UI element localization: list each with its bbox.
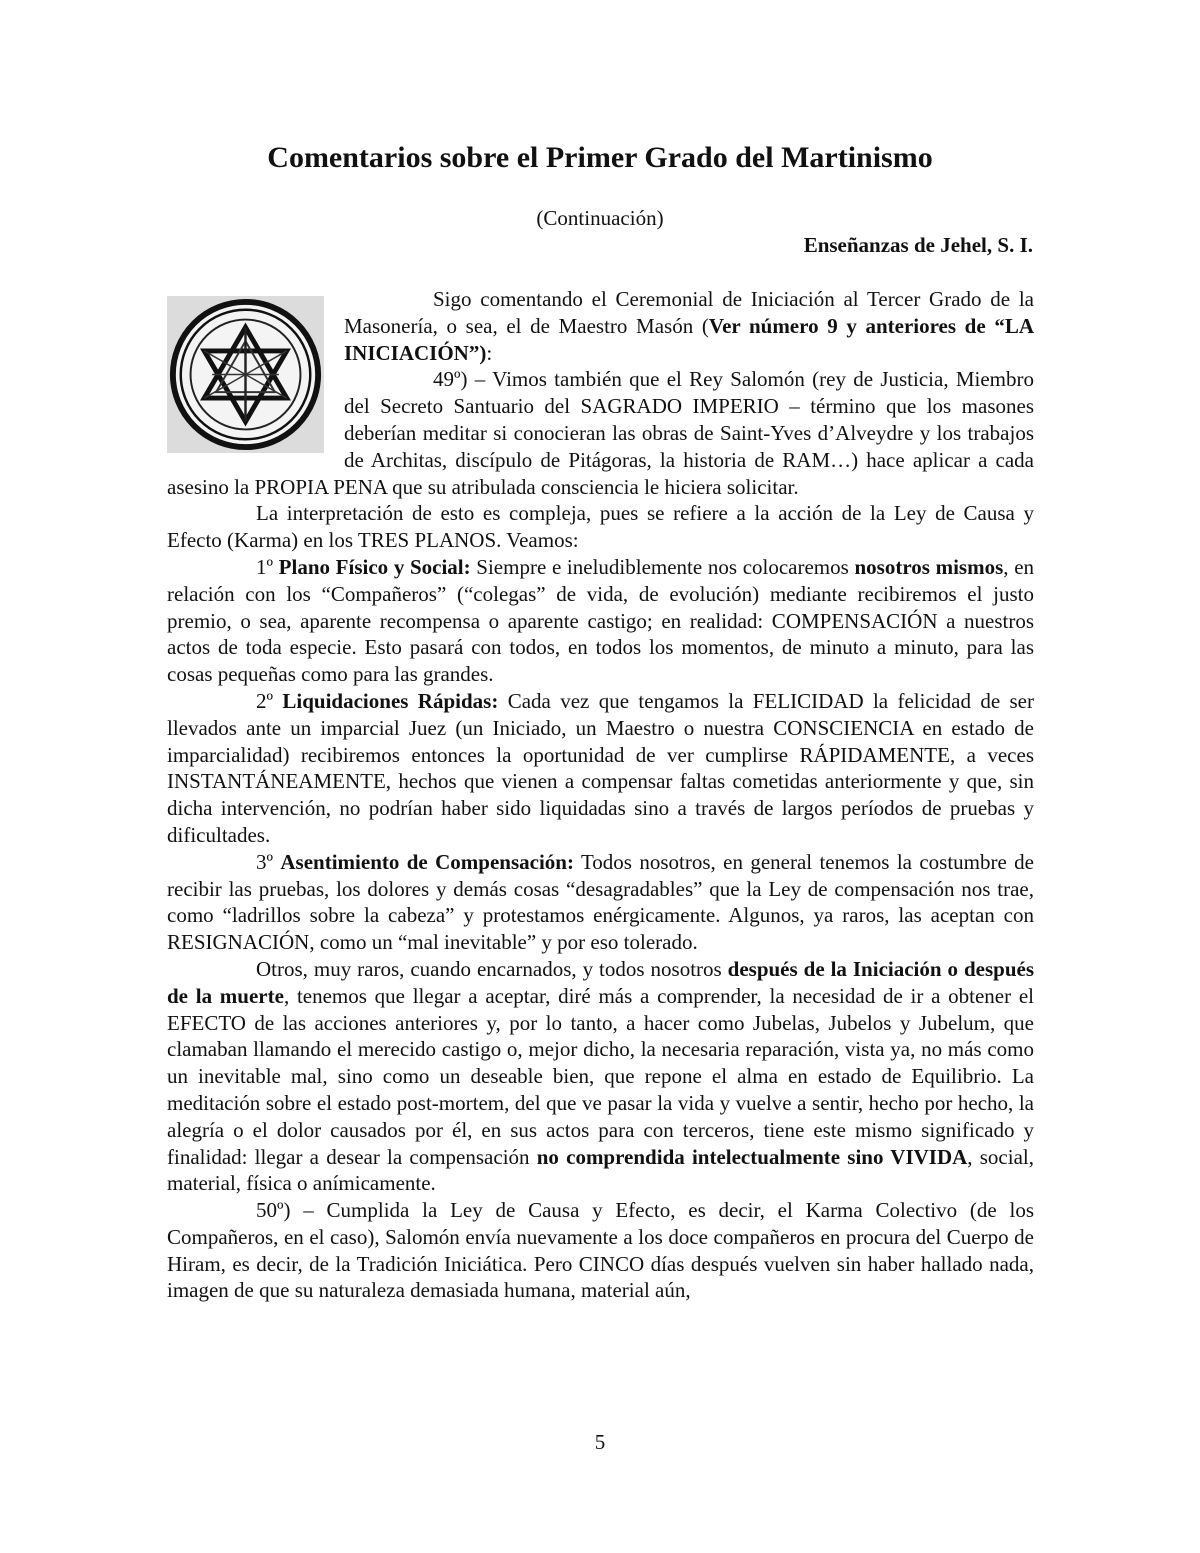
body-text — [167, 286, 1034, 1304]
paragraph-1: Sigo comentando el Ceremonial de Iniciación al Tercer Grado de la Masonería, o sea, el de Maestro Masón (Ver número 9 y anteriores de “LA INICIACIÓN”): — [344, 287, 1034, 365]
paragraph-4: 1º Plano Físico y Social: Siempre e ineludiblemente nos colocaremos nosotros mismos, en relación con los “Compañeros” (“colegas” de vida, de evolución) mediante recibiremos el justo premio, o sea, aparente recompensa o aparente castigo; en realidad: COMPENSACIÓN a nuestros actos de toda especie. Esto pasará con todos, en todos los momentos, de minuto a minuto, para las cosas pequeñas como para las grandes. — [167, 554, 1035, 687]
paragraph-2: 49º) – Vimos también que el Rey Salomón (rey de Justicia, Miembro del Secreto Santuario del SAGRADO IMPERIO – término que los masones deberían meditar si conocieran las obras de Saint-Yves d’Alveydre y los trabajos de Architas, discípulo de Pitágoras, la historia de RAM…) hace aplicar a cada asesino la PROPIA PENA que su atribulada consciencia le hiciera solicitar. — [167, 367, 1034, 499]
author-line: Enseñanzas de Jehel, S. I. — [803, 233, 1033, 257]
document-title: Comentarios sobre el Primer Grado del Martinismo — [267, 141, 933, 174]
paragraph-6: 3º Asentimiento de Compensación: Todos nosotros, en general tenemos la costumbre de recibir las pruebas, los dolores y demás cosas “desagradables” que la Ley de compensación nos trae, como “ladrillos sobre la cabeza” y protestamos enérgicamente. Algunos, ya raros, las aceptan con RESIGNACIÓN, como un “mal inevitable” y por eso tolerado. — [167, 849, 1035, 955]
paragraph-5: 2º Liquidaciones Rápidas: Cada vez que tengamos la FELICIDAD la felicidad de ser llevados ante un imparcial Juez (un Iniciado, un Maestro o nuestra CONSCIENCIA en estado de imparcialidad) recibiremos entonces la oportunidad de ver cumplirse RÁPIDAMENTE, a veces INSTANTÁNEAMENTE, hechos que vienen a compensar faltas cometidas anteriormente y que, sin dicha intervención, no podrían haber sido liquidadas sino a través de largos períodos de pruebas y dificultades. — [167, 688, 1034, 847]
paragraph-3: La interpretación de esto es compleja, pues se refiere a la acción de la Ley de Causa y Efecto (Karma) en los TRES PLANOS. Veamos: — [167, 501, 1034, 553]
page-number: 5 — [594, 1430, 606, 1454]
paragraph-7: Otros, muy raros, cuando encarnados, y todos nosotros después de la Iniciación o después de la muerte, tenemos que llegar a aceptar, diré más a comprender, la necesidad de ir a obtener el EFECTO de las acciones anteriores y, por lo tanto, a hacer como Jubelas, Jubelos y Jubelum, que clamaban llamando el merecido castigo o, mejor dicho, la necesaria reparación, vista ya, no más como un inevitable mal, sino como un deseable bien, que repone el alma en estado de Equilibrio. La meditación sobre el estado post-mortem, del que ve pasar la vida y vuelve a sentir, hecho por hecho, la alegría o el dolor causados por él, en sus actos para con terceros, tiene este mismo significado y finalidad: llegar a desear la compensación no comprendida intelectualmente sino VIVIDA, social, material, física o anímicamente. — [167, 956, 1034, 1196]
document-subtitle: (Continuación) — [536, 206, 664, 230]
paragraph-8: 50º) – Cumplida la Ley de Causa y Efecto, es decir, el Karma Colectivo (de los Compañeros, en el caso), Salomón envía nuevamente a los doce compañeros en procura del Cuerpo de Hiram, es decir, de la Tradición Iniciática. Pero CINCO días después vuelven sin haber hallado nada, imagen de que su naturaleza demasiada humana, material aún, — [167, 1198, 1034, 1303]
hexagram-seal-icon — [167, 296, 324, 453]
